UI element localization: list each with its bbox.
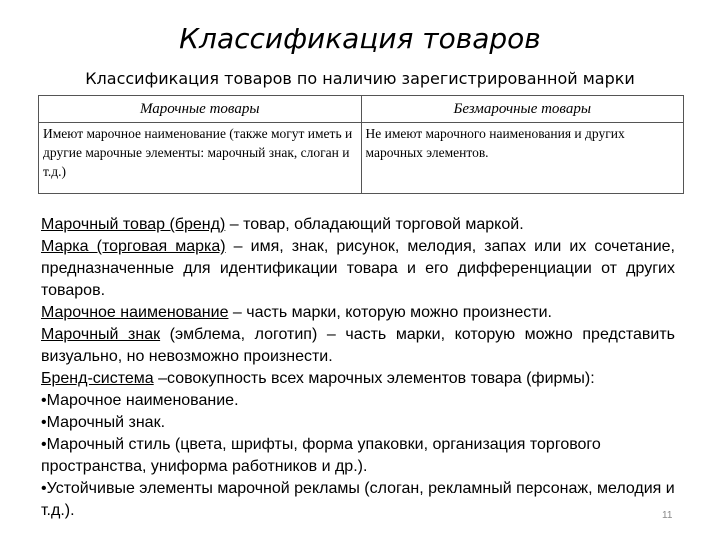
definitions-text [41,214,675,522]
def-mark: – имя, знак, рисунок, мелодия, запах или их сочетание, предназначенные для идентификации товара и его дифференциации от других товаров. [41,238,676,299]
list-item: •Марочное наименование. [41,392,239,409]
header-branded-goods: Марочные товары [39,96,362,123]
term-sign: Марочный знак [41,326,161,343]
definition-name [41,302,675,324]
cell-branded-goods: Имеют марочное наименование (также могут иметь и другие марочные элементы: марочный знак, слоган и т.д.) [39,123,362,194]
definition-system [41,368,675,390]
def-sign: (эмблема, логотип) – часть марки, которую можно представить визуально, но невозможно произнести. [41,326,675,365]
term-name: Марочное наименование [41,304,229,321]
table-caption: Классификация товаров по наличию зарегистрированной марки [85,69,635,88]
table-row [39,123,684,194]
slide-title: Классификация товаров [179,22,541,55]
definition-mark [41,236,675,302]
cell-unbranded-goods: Не имеют марочного наименования и других марочных элементов. [361,123,684,194]
def-brand: – товар, обладающий торговой маркой. [225,216,524,233]
list-item: •Устойчивые элементы марочной рекламы (слоган, рекламный персонаж, мелодия и т.д.). [41,480,675,519]
definition-sign [41,324,675,368]
list-item: •Марочный стиль (цвета, шрифты, форма упаковки, организация торгового пространства, униформа работников и др.). [41,436,601,475]
table-header-row [39,96,684,123]
classification-table [38,95,684,194]
def-system: –совокупность всех марочных элементов товара (фирмы): [153,370,595,387]
term-brand: Марочный товар (бренд) [41,216,226,233]
page-number: 11 [662,510,673,521]
definition-brand [41,214,675,236]
term-mark: Марка (торговая марка) [41,238,226,255]
term-system: Бренд-система [41,370,154,387]
list-item: •Марочный знак. [41,414,166,431]
def-name: – часть марки, которую можно произнести. [228,304,552,321]
header-unbranded-goods: Безмарочные товары [361,96,684,123]
